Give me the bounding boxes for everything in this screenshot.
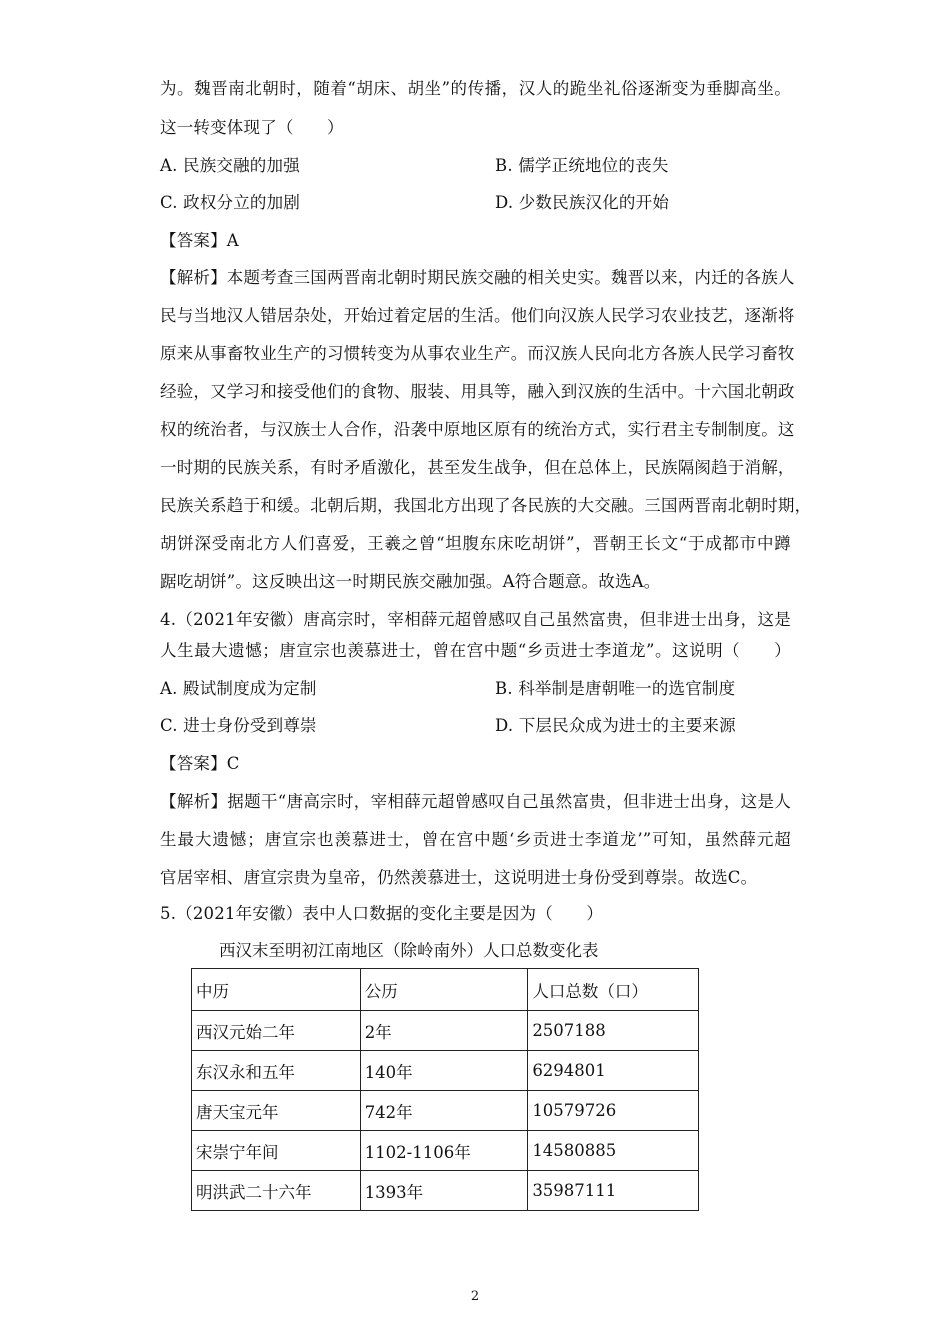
table-header-cell: 公历 [360, 969, 528, 1011]
page-number: 2 [470, 1289, 480, 1304]
q4-answer: 【答案】C [160, 754, 240, 773]
table-cell: 唐天宝元年 [192, 1091, 361, 1131]
q3-analysis-line: 胡饼深受南北方人们喜爱，王羲之曾“坦腹东床吃胡饼”，晋朝王长文“于成都市中蹲 [160, 534, 791, 553]
q3-stem-line-2: 这一转变体现了（ ） [160, 118, 344, 137]
table-row [192, 1011, 699, 1051]
table-cell: 1102-1106年 [360, 1131, 528, 1171]
table-cell: 35987111 [528, 1171, 699, 1211]
q3-option-b: B. 儒学正统地位的丧失 [495, 156, 669, 175]
table-cell: 10579726 [528, 1091, 699, 1131]
table-cell: 6294801 [528, 1051, 699, 1091]
q4-analysis-line: 生最大遗憾；唐宣宗也羡慕进士，曾在宫中题‘乡贡进士李道龙’”可知，虽然薛元超 [160, 830, 791, 849]
table-cell: 14580885 [528, 1131, 699, 1171]
table-row [192, 1091, 699, 1131]
q3-answer: 【答案】A [160, 231, 239, 250]
table-cell: 西汉元始二年 [192, 1011, 361, 1051]
table-header-cell: 人口总数（口） [528, 969, 699, 1011]
table-cell: 1393年 [360, 1171, 528, 1211]
q4-stem-line-2: 人生最大遗憾；唐宣宗也羡慕进士，曾在宫中题“乡贡进士李道龙”。这说明（ ） [160, 641, 791, 660]
q3-analysis-line: 权的统治者，与汉族士人合作，沿袭中原地区原有的统治方式，实行君主专制制度。这 [160, 420, 795, 439]
q3-analysis-line: 一时期的民族关系，有时矛盾激化，甚至发生战争，但在总体上，民族隔阂趋于消解， [160, 458, 795, 477]
q3-stem-line-1: 为。魏晋南北朝时，随着“胡床、胡坐”的传播，汉人的跪坐礼俗逐渐变为垂脚高坐。 [160, 79, 791, 98]
q4-analysis-line: 官居宰相、唐宣宗贵为皇帝，仍然羡慕进士，这说明进士身份受到尊崇。故选C。 [160, 868, 758, 887]
q3-option-c: C. 政权分立的加剧 [160, 193, 301, 212]
table-cell: 东汉永和五年 [192, 1051, 361, 1091]
table-cell: 2年 [360, 1011, 528, 1051]
q4-option-c: C. 进士身份受到尊崇 [160, 716, 317, 735]
q4-stem-line-1: 4.（2021年安徽）唐高宗时，宰相薛元超曾感叹自己虽然富贵，但非进士出身，这是 [160, 610, 791, 629]
q3-option-d: D. 少数民族汉化的开始 [495, 193, 670, 212]
population-table [191, 968, 699, 1211]
q4-option-a: A. 殿试制度成为定制 [160, 679, 317, 698]
table-header-row [192, 969, 699, 1011]
q3-analysis-line: 原来从事畜牧业生产的习惯转变为从事农业生产。而汉族人民向北方各族人民学习畜牧 [160, 344, 795, 363]
q5-stem: 5.（2021年安徽）表中人口数据的变化主要是因为（ ） [160, 904, 604, 923]
table-cell: 明洪武二十六年 [192, 1171, 361, 1211]
table-row [192, 1131, 699, 1171]
q4-option-d: D. 下层民众成为进士的主要来源 [495, 716, 736, 735]
q3-analysis-line: 踞吃胡饼”。这反映出这一时期民族交融加强。A符合题意。故选A。 [160, 572, 661, 591]
q4-option-b: B. 科举制是唐朝唯一的选官制度 [495, 679, 736, 698]
q4-analysis-line: 【解析】据题干“唐高宗时，宰相薛元超曾感叹自己虽然富贵，但非进士出身，这是人 [160, 792, 791, 811]
q3-option-a: A. 民族交融的加强 [160, 156, 300, 175]
table-cell: 宋崇宁年间 [192, 1131, 361, 1171]
table-cell: 140年 [360, 1051, 528, 1091]
table-row [192, 1171, 699, 1211]
q3-analysis-line: 【解析】本题考查三国两晋南北朝时期民族交融的相关史实。魏晋以来，内迁的各族人 [160, 268, 795, 287]
table-row [192, 1051, 699, 1091]
q3-analysis-line: 经验，又学习和接受他们的食物、服装、用具等，融入到汉族的生活中。十六国北朝政 [160, 382, 795, 401]
table-caption: 西汉末至明初江南地区（除岭南外）人口总数变化表 [219, 941, 599, 960]
q3-analysis-line: 民与当地汉人错居杂处，开始过着定居的生活。他们向汉族人民学习农业技艺，逐渐将 [160, 306, 795, 325]
q3-analysis-line: 民族关系趋于和缓。北朝后期，我国北方出现了各民族的大交融。三国两晋南北朝时期， [160, 496, 812, 515]
table-header-cell: 中历 [192, 969, 361, 1011]
table-cell: 2507188 [528, 1011, 699, 1051]
table-cell: 742年 [360, 1091, 528, 1131]
